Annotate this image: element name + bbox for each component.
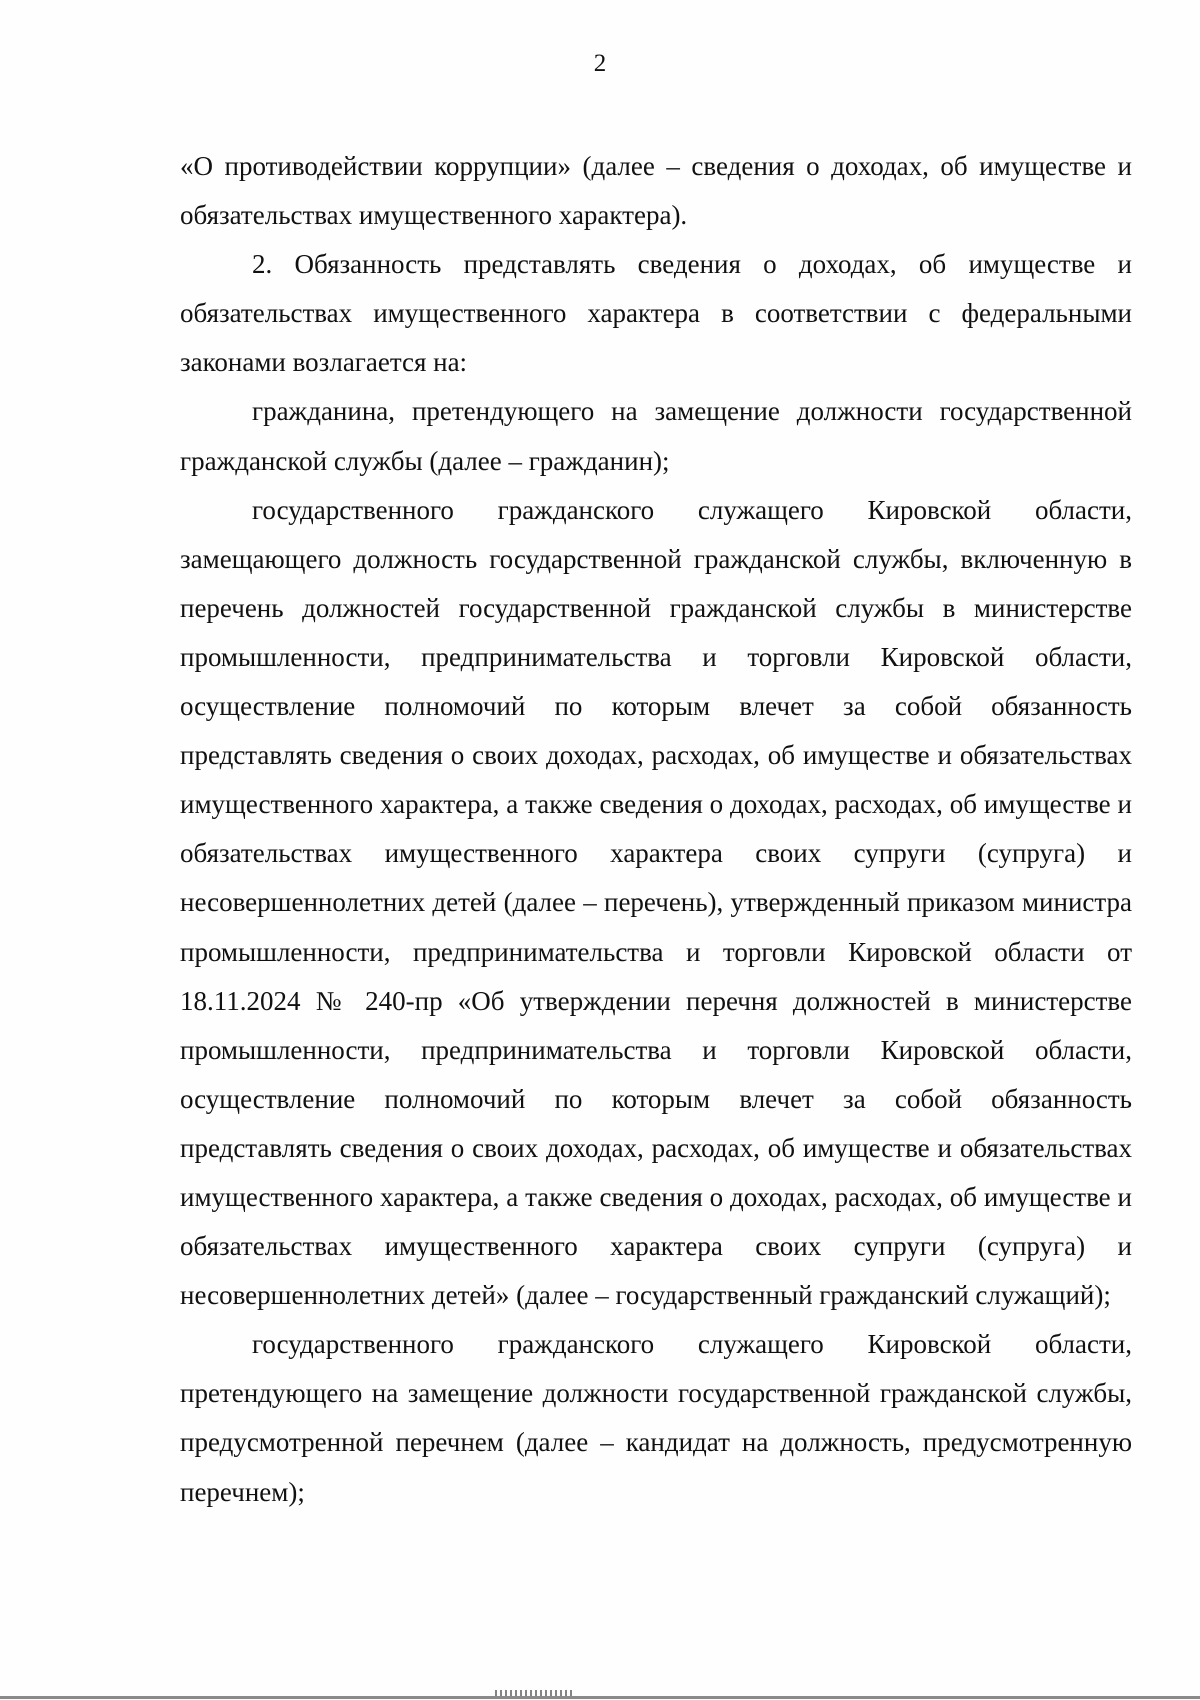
paragraph-candidate: государственного гражданского служащего Кировской области, претендующего на замещение должности государственной гражданской службы, предусмотренной перечнем (далее – кандидат на должность, предусмотренную перечнем); (180, 1329, 1132, 1507)
page-bottom-edge (0, 1696, 1200, 1699)
paragraph-citizen: гражданина, претендующего на замещение должности государственной гражданской службы (далее – гражданин); (180, 396, 1132, 476)
page-number: 2 (593, 50, 607, 77)
paragraph-item-2: 2. Обязанность представлять сведения о доходах, об имуществе и обязательствах имущественного характера в соответствии с федеральными законами возлагается на: (180, 249, 1132, 378)
paragraph-continuation: «О противодействии коррупции» (далее – сведения о доходах, об имуществе и обязательствах имущественного характера). (180, 151, 1132, 231)
document-body (180, 142, 1132, 1517)
paragraph-civil-servant: государственного гражданского служащего Кировской области, замещающего должность государственной гражданской службы, включенную в перечень должностей государственной гражданской службы в министерстве промышленности, предпринимательства и торговли Кировской области, осуществление полномочий по которым влечет за собой обязанность представлять сведения о своих доходах, расходах, об имуществе и обязательствах имущественного характера, а также сведения о доходах, расходах, об имуществе и обязательствах имущественного характера своих супруги (супруга) и несовершеннолетних детей (далее – перечень), утвержденный приказом министра промышленности, предпринимательства и торговли Кировской области от 18.11.2024 № 240-пр «Об утверждении перечня должностей в министерстве промышленности, предпринимательства и торговли Кировской области, осуществление полномочий по которым влечет за собой обязанность представлять сведения о своих доходах, расходах, об имуществе и обязательствах имущественного характера, а также сведения о доходах, расходах, об имуществе и обязательствах имущественного характера своих супруги (супруга) и несовершеннолетних детей» (далее – государственный гражданский служащий); (180, 494, 1132, 1311)
